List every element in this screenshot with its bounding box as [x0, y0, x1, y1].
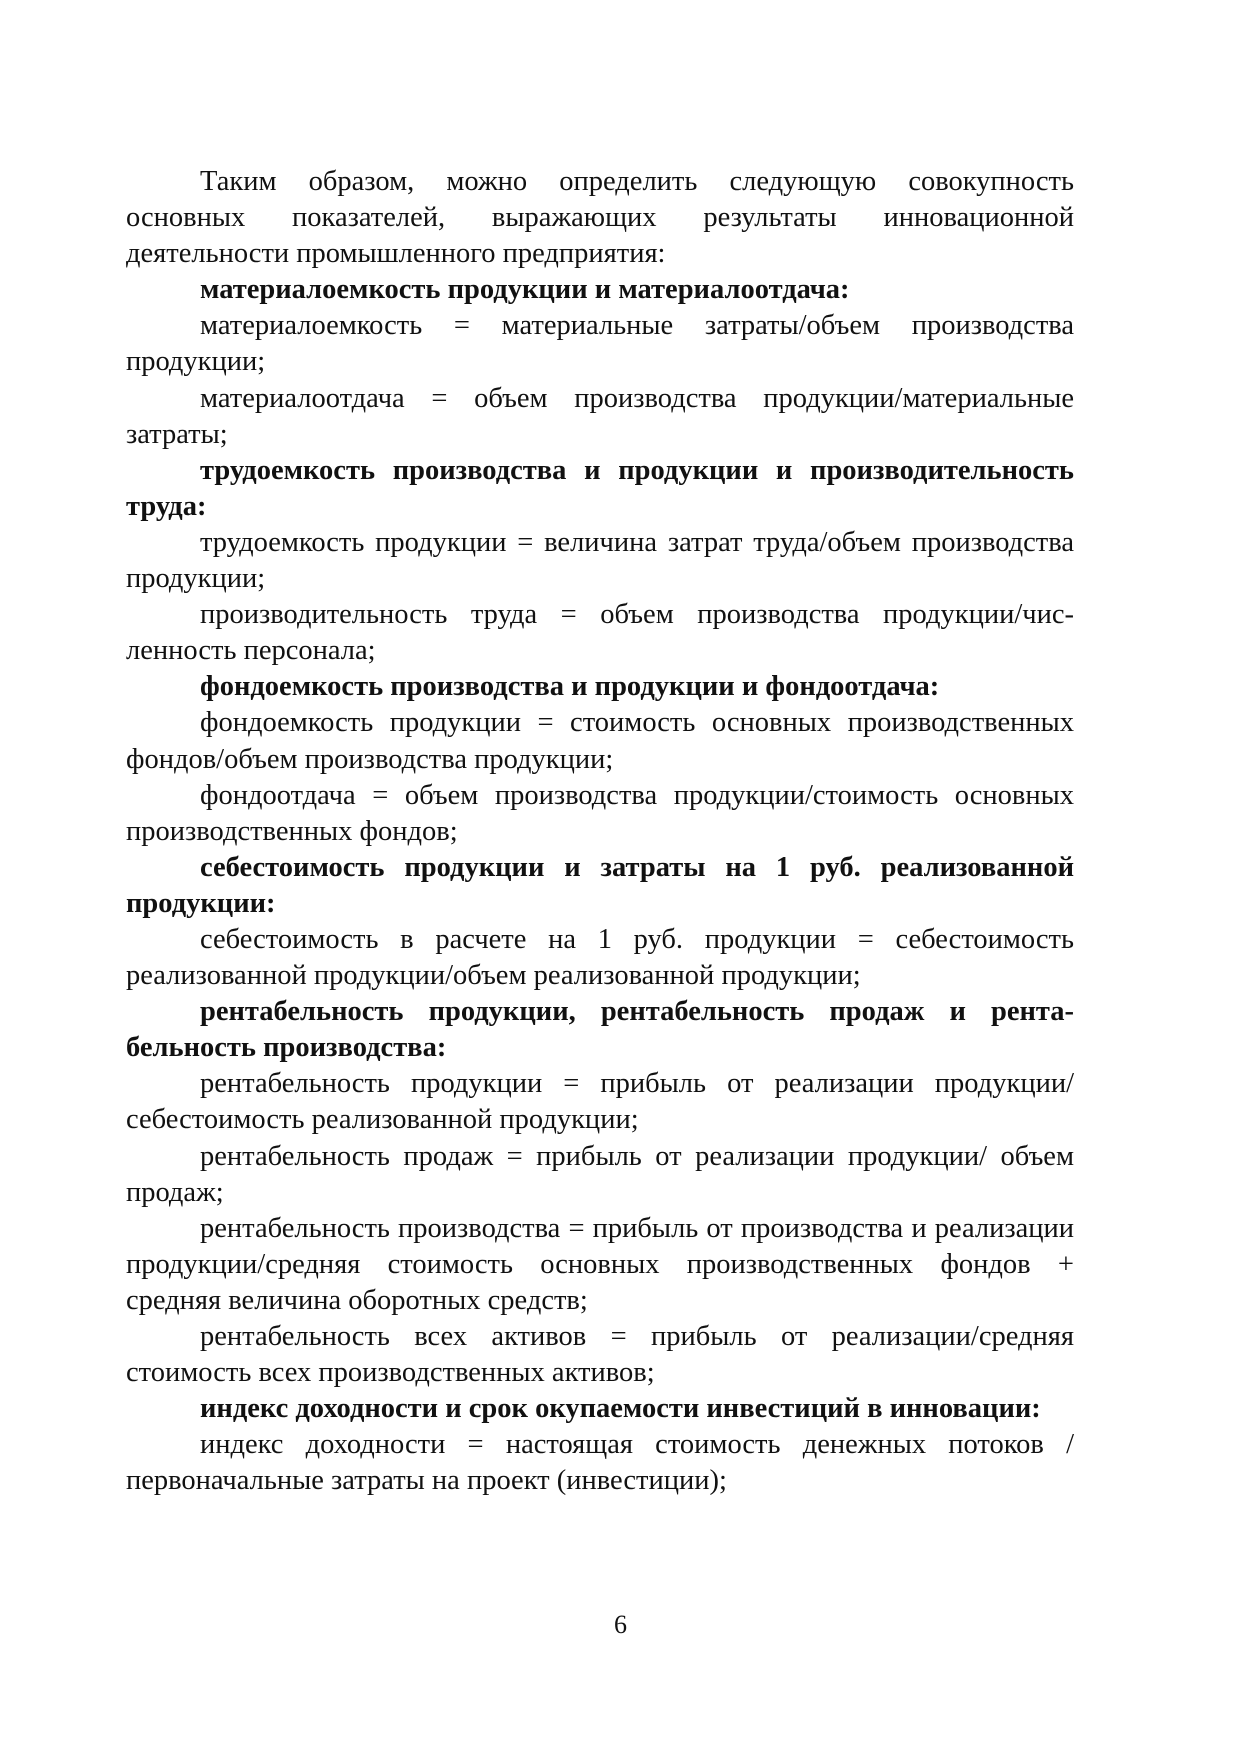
section-heading-labor-intensity: трудоемкость производства и продукции и производительность труда: [126, 454, 1074, 522]
intro-paragraph: Таким образом, можно определить следующую совокупность основных показателей, выражающих результаты инновационной деятельности промышленного предприятия: [126, 166, 1074, 270]
section-heading-profitability-index: индекс доходности и срок окупаемости инвестиций в инновации: [200, 1393, 1041, 1425]
page-body [126, 164, 1074, 1499]
section-heading-cost-price: себестоимость продукции и затраты на 1 руб. реализованной продукции: [126, 851, 1074, 919]
formula-material-intensity: материалоемкость = материальные затраты/объем производства продукции; [126, 310, 1074, 378]
formula-production-profitability: рентабельность производства = прибыль от производства и реализации продукции/средняя стоимость основных производственных фондов + средняя величина оборотных средств; [126, 1212, 1074, 1316]
formula-product-profitability: рентабельность продукции = прибыль от реализации продукции/себестоимость реализованной продукции; [126, 1068, 1074, 1136]
formula-asset-profitability: рентабельность всех активов = прибыль от реализации/средняя стоимость всех производственных активов; [126, 1321, 1074, 1389]
page-number: 6 [614, 1610, 627, 1639]
formula-capital-intensity: фондоемкость продукции = стоимость основных производственных фондов/объем производства продукции; [126, 707, 1074, 775]
formula-sales-profitability: рентабельность продаж = прибыль от реализации продукции/ объем продаж; [126, 1140, 1074, 1208]
formula-labor-intensity: трудоемкость продукции = величина затрат труда/объем производства продукции; [126, 526, 1074, 595]
formula-material-efficiency: материалоотдача = объем производства продукции/материальные затраты; [126, 382, 1074, 450]
formula-profitability-index: индекс доходности = настоящая стоимость денежных потоков / первоначальные затраты на проект (инвестиции); [126, 1429, 1074, 1497]
formula-cost-per-ruble: себестоимость в расчете на 1 руб. продукции = себестоимость реализованной продукции/объем реализованной продукции; [126, 923, 1074, 992]
formula-capital-productivity: фондоотдача = объем производства продукции/стоимость основных производственных фондов; [126, 779, 1074, 847]
section-heading-profitability: рентабельность продукции, рентабельность продаж и рентабельность производства: [126, 996, 1074, 1064]
section-heading-capital-intensity: фондоемкость производства и продукции и фондоотдача: [200, 671, 940, 703]
section-heading-material-intensity: материалоемкость продукции и материалоотдача: [200, 274, 850, 306]
formula-labor-productivity: производительность труда = объем производства продукции/численность персонала; [126, 599, 1074, 667]
